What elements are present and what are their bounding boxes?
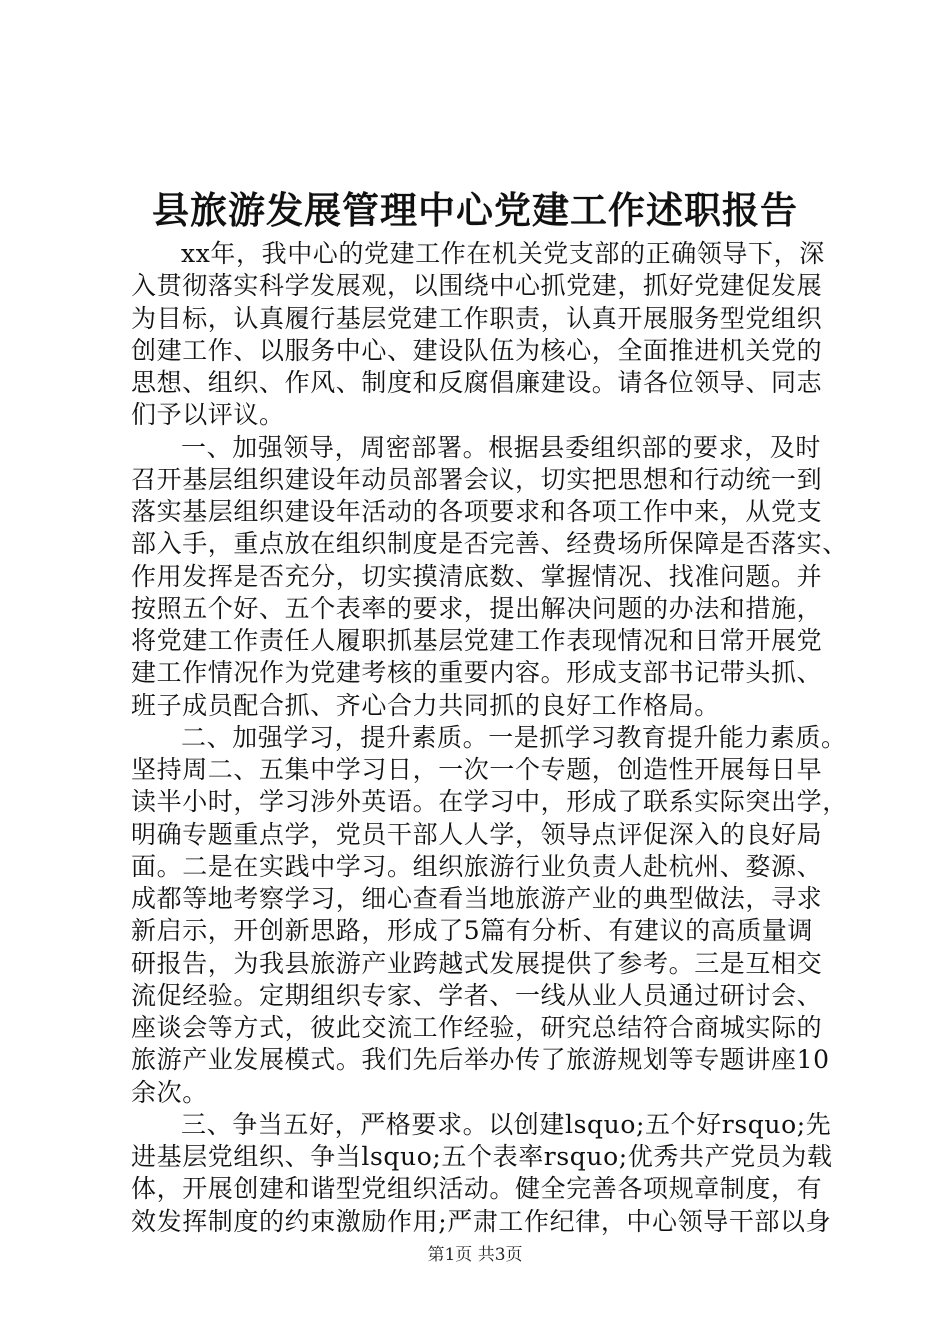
text-line: 一、加强领导，周密部署。根据县委组织部的要求，及时: [181, 432, 822, 462]
text-line: 们予以评议。: [131, 400, 285, 430]
text-line: 创建工作、以服务中心、建设队伍为核心，全面推进机关党的: [131, 335, 823, 365]
text-line: 部入手，重点放在组织制度是否完善、经费场所保障是否落实、: [131, 529, 848, 559]
text-line: 为目标，认真履行基层党建工作职责，认真开展服务型党组织: [131, 303, 823, 333]
text-line: 座谈会等方式，彼此交流工作经验，研究总结符合商城实际的: [131, 1013, 823, 1042]
text-line: 进基层党组织、争当lsquo;五个表率rsquo;优秀共产党员为载: [131, 1142, 833, 1171]
text-line: 研报告，为我县旅游产业跨越式发展提供了参考。三是互相交: [131, 948, 823, 978]
text-line: 召开基层组织建设年动员部署会议，切实把思想和行动统一到: [131, 464, 823, 494]
text-line: 明确专题重点学，党员干部人人学，领导点评促深入的良好局: [131, 819, 823, 849]
text-line: 三、争当五好，严格要求。以创建lsquo;五个好rsquo;先: [181, 1109, 832, 1139]
text-line: 成都等地考察学习，细心查看当地旅游产业的典型做法，寻求: [131, 884, 823, 913]
text-line: 落实基层组织建设年活动的各项要求和各项工作中来，从党支: [131, 497, 823, 526]
text-line: 班子成员配合抓、齐心合力共同抓的良好工作格局。: [131, 690, 720, 720]
text-line: 余次。: [131, 1077, 208, 1107]
text-line: 将党建工作责任人履职抓基层党建工作表现情况和日常开展党: [131, 626, 823, 655]
text-line: 入贯彻落实科学发展观，以围绕中心抓党建，抓好党建促发展: [131, 271, 823, 301]
text-line: 面。二是在实践中学习。组织旅游行业负责人赴杭州、婺源、: [131, 851, 823, 881]
text-line: 作用发挥是否充分，切实摸清底数、掌握情况、找准问题。并: [131, 561, 823, 591]
text-line: xx年，我中心的党建工作在机关党支部的正确领导下，深: [181, 239, 825, 268]
text-line: 建工作情况作为党建考核的重要内容。形成支部书记带头抓、: [131, 658, 823, 688]
text-line: 思想、组织、作风、制度和反腐倡廉建设。请各位领导、同志: [131, 368, 823, 397]
text-line: 二、加强学习，提升素质。一是抓学习教育提升能力素质。: [181, 722, 847, 752]
text-line: 新启示，开创新思路，形成了5篇有分析、有建议的高质量调: [131, 916, 814, 946]
text-line: 读半小时，学习涉外英语。在学习中，形成了联系实际突出学，: [131, 787, 848, 817]
text-line: 按照五个好、五个表率的要求，提出解决问题的办法和措施，: [131, 593, 823, 623]
text-line: 流促经验。定期组织专家、学者、一线从业人员通过研讨会、: [131, 980, 823, 1010]
page-footer: 第1页 共3页: [427, 1245, 523, 1265]
text-line: 旅游产业发展模式。我们先后举办传了旅游规划等专题讲座10: [131, 1045, 830, 1075]
document-title: 县旅游发展管理中心党建工作述职报告: [152, 188, 798, 232]
text-line: 坚持周二、五集中学习日，一次一个专题，创造性开展每日早: [131, 755, 823, 784]
document-body: [131, 238, 848, 1238]
text-line: 效发挥制度的约束激励作用;严肃工作纪律，中心领导干部以身: [131, 1206, 832, 1236]
text-line: 体，开展创建和谐型党组织活动。健全完善各项规章制度，有: [131, 1174, 823, 1204]
